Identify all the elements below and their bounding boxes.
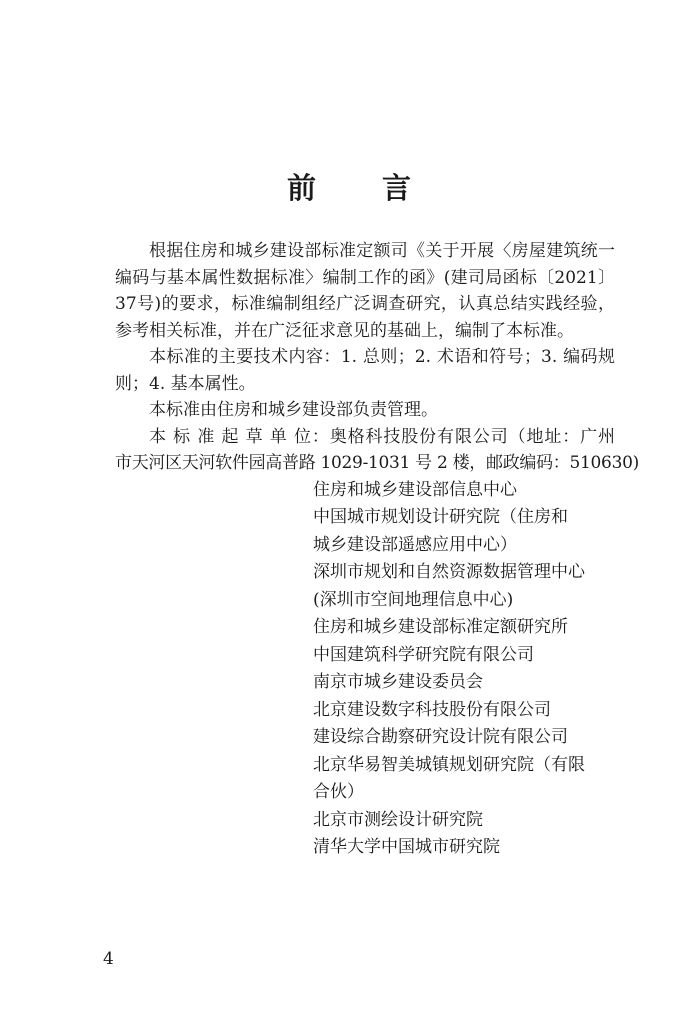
paragraph-background: 根据住房和城乡建设部标准定额司《关于开展〈房屋建筑统一编码与基本属性数据标准〉编制工作的函》(建司局函标〔2021〕37号)的要求，标准编制组经广泛调查研究，认真总结实践经验，参考相关标准，并在广泛征求意见的基础上，编制了本标准。 [115,241,615,341]
list-item: 中国城市规划设计研究院（住房和 [313,507,568,527]
list-item: (深圳市空间地理信息中心) [313,589,514,610]
page-title [0,168,700,208]
list-item: 深圳市规划和自然资源数据管理中心 [313,562,585,582]
list-item: 北京华易智美城镇规划研究院（有限 [313,754,585,775]
list-item: 建设综合勘察研究设计院有限公司 [313,727,568,747]
list-item: 中国建筑科学研究院有限公司 [313,644,534,665]
document-body [115,238,639,862]
list-item: 住房和城乡建设部信息中心 [313,479,517,500]
list-item: 清华大学中国城市研究院 [313,837,500,857]
drafting-units-list [115,477,615,862]
list-item: 合伙） [313,782,364,802]
page-number: 4 [103,949,114,969]
paragraph-technical-contents: 本标准的主要技术内容：1. 总则；2. 术语和符号；3. 编码规则；4. 基本属性。 [115,347,615,394]
title-char-1: 前 [286,171,318,205]
title-char-2: 言 [382,171,414,205]
list-item: 住房和城乡建设部标准定额研究所 [313,617,568,637]
list-item: 北京建设数字科技股份有限公司 [313,699,551,720]
paragraph-drafting-units-line-2: 市天河区天河软件园高普路 1029-1031 号 2 楼，邮政编码：510630) [115,453,639,473]
list-item: 北京市测绘设计研究院 [313,809,483,830]
paragraph-drafting-units-line-1: 本 标 准 起 草 单 位：奥格科技股份有限公司（地址：广州 [149,426,615,447]
list-item: 南京市城乡建设委员会 [313,672,483,692]
paragraph-management: 本标准由住房和城乡建设部负责管理。 [149,400,438,420]
list-item: 城乡建设部遥感应用中心） [313,534,517,555]
